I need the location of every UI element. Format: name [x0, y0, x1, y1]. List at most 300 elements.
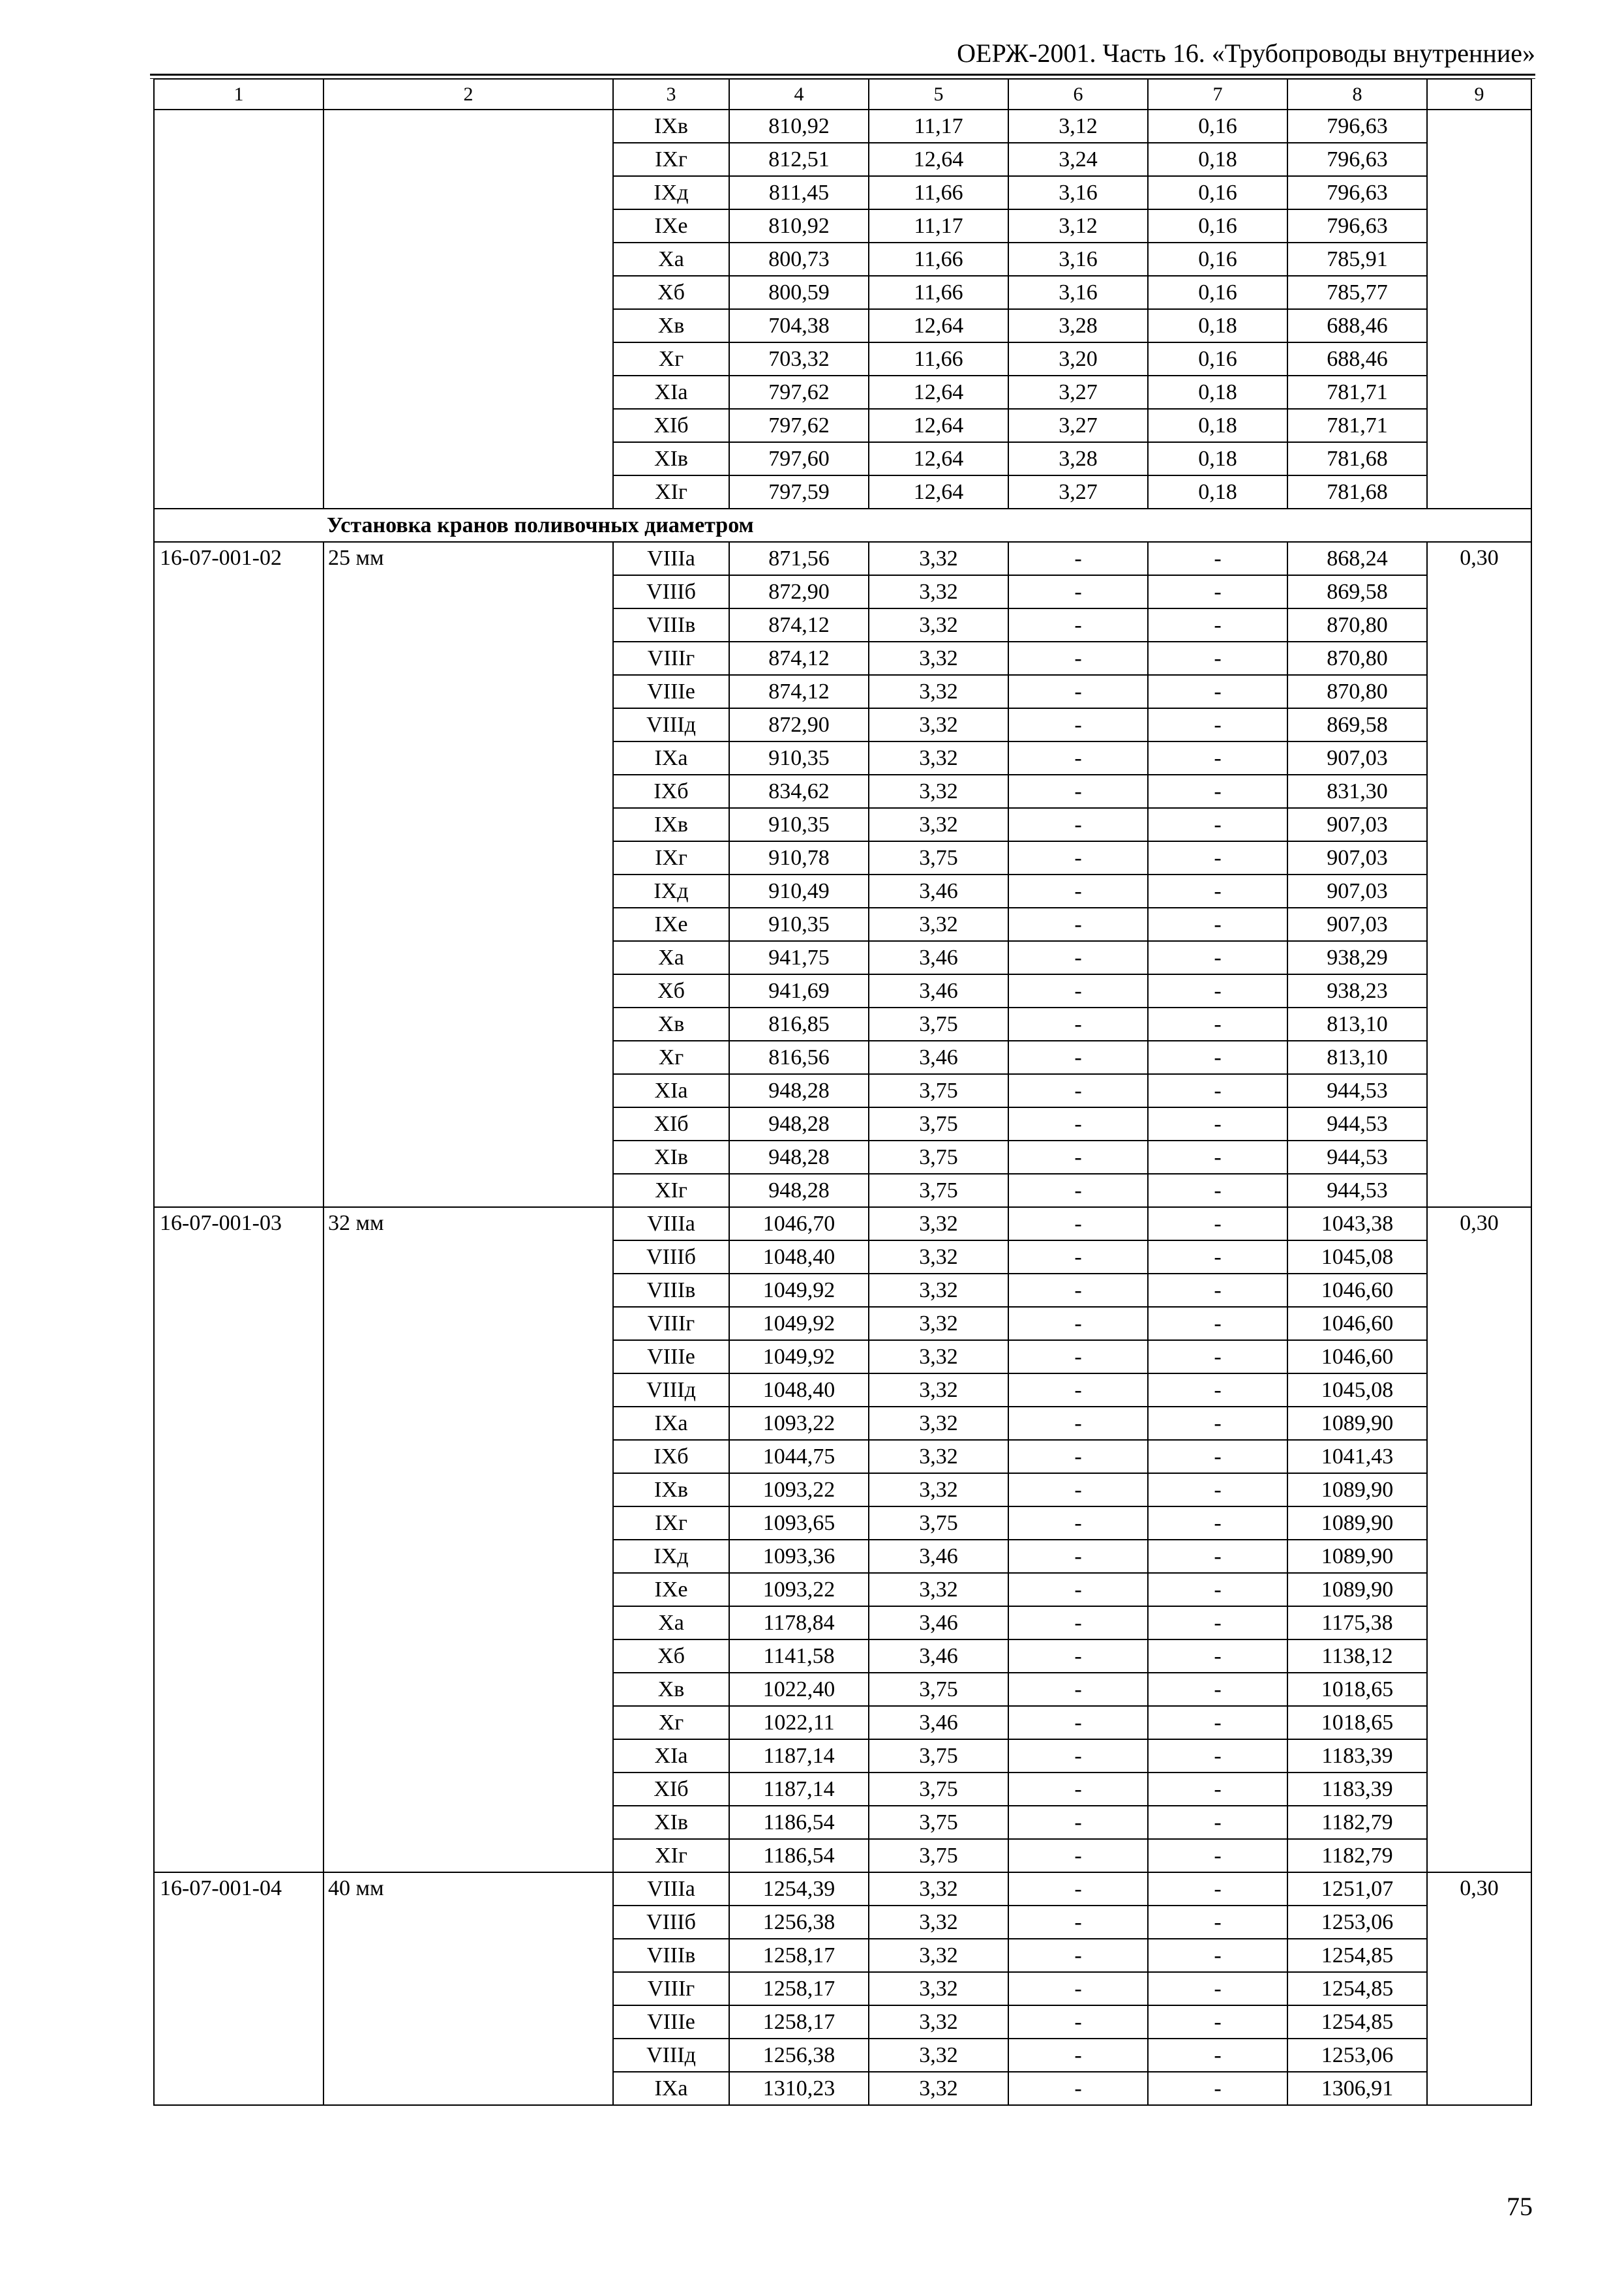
value-cell: 834,62: [729, 775, 869, 808]
value-cell: 3,46: [869, 1639, 1008, 1673]
value-cell: 1093,22: [729, 1407, 869, 1440]
zone-cell: Xг: [613, 1041, 729, 1074]
zone-cell: IXг: [613, 841, 729, 875]
value-cell: -: [1008, 1340, 1148, 1373]
table-row: [154, 1872, 1531, 1906]
value-cell: -: [1148, 1074, 1287, 1107]
value-cell: 1183,39: [1287, 1773, 1427, 1806]
value-cell: 1253,06: [1287, 1906, 1427, 1939]
column-number: 8: [1287, 79, 1427, 110]
value-cell: 1253,06: [1287, 2039, 1427, 2072]
value-cell: 1046,60: [1287, 1274, 1427, 1307]
value-cell: 3,75: [869, 1174, 1008, 1207]
value-cell: -: [1148, 741, 1287, 775]
value-cell: 0,18: [1148, 409, 1287, 442]
value-cell: 1093,36: [729, 1540, 869, 1573]
value-cell: 3,12: [1008, 209, 1148, 243]
value-cell: -: [1148, 808, 1287, 841]
value-cell: 3,75: [869, 1506, 1008, 1540]
zone-cell: VIIIб: [613, 1240, 729, 1274]
value-cell: 1018,65: [1287, 1673, 1427, 1706]
value-cell: -: [1148, 1107, 1287, 1141]
value-cell: 869,58: [1287, 708, 1427, 741]
rate-name: 32 мм: [323, 1207, 613, 1872]
value-cell: 3,32: [869, 1373, 1008, 1407]
value-cell: 3,28: [1008, 442, 1148, 475]
value-cell: 796,63: [1287, 176, 1427, 209]
value-cell: -: [1008, 908, 1148, 941]
value-cell: 3,32: [869, 2039, 1008, 2072]
zone-cell: VIIIа: [613, 542, 729, 575]
value-cell: -: [1148, 1240, 1287, 1274]
value-cell: -: [1148, 941, 1287, 974]
value-cell: 874,12: [729, 675, 869, 708]
value-cell: -: [1148, 1639, 1287, 1673]
value-cell: -: [1008, 1174, 1148, 1207]
zone-cell: XIг: [613, 1839, 729, 1872]
value-cell: 3,32: [869, 1906, 1008, 1939]
zone-cell: IXб: [613, 775, 729, 808]
value-cell: -: [1148, 575, 1287, 608]
value-cell: 0,16: [1148, 176, 1287, 209]
value-cell: -: [1148, 1606, 1287, 1639]
value-cell: 3,32: [869, 1340, 1008, 1373]
value-cell: -: [1008, 1606, 1148, 1639]
value-cell: 1178,84: [729, 1606, 869, 1639]
value-cell: 0,18: [1148, 376, 1287, 409]
zone-cell: XIб: [613, 409, 729, 442]
value-cell: 3,32: [869, 608, 1008, 642]
value-cell: -: [1008, 1440, 1148, 1473]
value-cell: 1093,65: [729, 1506, 869, 1540]
value-cell: -: [1008, 1872, 1148, 1906]
value-cell: 0,16: [1148, 276, 1287, 309]
zone-cell: VIIIа: [613, 1872, 729, 1906]
value-cell: 874,12: [729, 642, 869, 675]
value-cell: 1183,39: [1287, 1739, 1427, 1773]
value-cell: 3,32: [869, 1872, 1008, 1906]
value-cell: 3,75: [869, 1107, 1008, 1141]
value-cell: 3,16: [1008, 243, 1148, 276]
value-cell: 831,30: [1287, 775, 1427, 808]
zone-cell: XIв: [613, 1141, 729, 1174]
value-cell: -: [1008, 1141, 1148, 1174]
zone-cell: Xв: [613, 309, 729, 342]
value-cell: -: [1148, 1440, 1287, 1473]
zone-cell: IXа: [613, 741, 729, 775]
value-cell: 1089,90: [1287, 1573, 1427, 1606]
value-cell: 1043,38: [1287, 1207, 1427, 1240]
value-cell: 1186,54: [729, 1839, 869, 1872]
value-cell: 1045,08: [1287, 1373, 1427, 1407]
value-cell: -: [1148, 974, 1287, 1008]
value-cell: -: [1148, 775, 1287, 808]
value-cell: -: [1008, 1107, 1148, 1141]
zone-cell: Xа: [613, 243, 729, 276]
value-cell: 0,18: [1148, 442, 1287, 475]
zone-cell: VIIIв: [613, 1939, 729, 1972]
value-cell: 12,64: [869, 442, 1008, 475]
header-rule-thick: [150, 74, 1535, 76]
value-cell: 869,58: [1287, 575, 1427, 608]
value-cell: 910,49: [729, 875, 869, 908]
zone-cell: XIг: [613, 475, 729, 509]
value-cell: 3,32: [869, 675, 1008, 708]
zone-cell: Xг: [613, 342, 729, 376]
zone-cell: IXд: [613, 1540, 729, 1573]
zone-cell: VIIIг: [613, 1972, 729, 2005]
column-number: 2: [323, 79, 613, 110]
value-cell: 0,16: [1148, 209, 1287, 243]
value-cell: 3,32: [869, 1240, 1008, 1274]
value-cell: 907,03: [1287, 841, 1427, 875]
value-cell: 12,64: [869, 143, 1008, 176]
value-cell: 907,03: [1287, 875, 1427, 908]
value-cell: -: [1148, 1906, 1287, 1939]
value-cell: 785,91: [1287, 243, 1427, 276]
value-cell: 1046,60: [1287, 1307, 1427, 1340]
value-cell: 785,77: [1287, 276, 1427, 309]
value-cell: 1045,08: [1287, 1240, 1427, 1274]
value-cell: -: [1008, 1240, 1148, 1274]
value-cell: 811,45: [729, 176, 869, 209]
zone-cell: VIIIе: [613, 1340, 729, 1373]
value-cell: -: [1148, 1373, 1287, 1407]
value-cell: 870,80: [1287, 608, 1427, 642]
value-cell: -: [1148, 1008, 1287, 1041]
value-cell: 812,51: [729, 143, 869, 176]
zone-cell: XIб: [613, 1107, 729, 1141]
value-cell: 938,29: [1287, 941, 1427, 974]
value-cell: -: [1008, 1373, 1148, 1407]
value-cell: 11,66: [869, 276, 1008, 309]
value-cell: -: [1008, 1773, 1148, 1806]
value-cell: 0,18: [1148, 143, 1287, 176]
value-cell: 3,27: [1008, 409, 1148, 442]
value-cell: -: [1008, 741, 1148, 775]
value-cell: 704,38: [729, 309, 869, 342]
zone-cell: VIIIб: [613, 575, 729, 608]
value-cell: 3,32: [869, 708, 1008, 741]
value-cell: 3,32: [869, 808, 1008, 841]
value-cell: 1049,92: [729, 1274, 869, 1307]
coefficient-cell: 0,30: [1427, 1207, 1531, 1872]
value-cell: 0,16: [1148, 342, 1287, 376]
value-cell: 872,90: [729, 708, 869, 741]
value-cell: -: [1008, 1407, 1148, 1440]
zone-cell: VIIIа: [613, 1207, 729, 1240]
value-cell: 3,46: [869, 1606, 1008, 1639]
value-cell: -: [1148, 1473, 1287, 1506]
zone-cell: VIIIд: [613, 2039, 729, 2072]
value-cell: 688,46: [1287, 342, 1427, 376]
value-cell: 910,78: [729, 841, 869, 875]
value-cell: 1175,38: [1287, 1606, 1427, 1639]
value-cell: -: [1008, 1540, 1148, 1573]
value-cell: -: [1148, 875, 1287, 908]
rate-code: 16-07-001-02: [154, 542, 323, 1207]
zone-cell: XIг: [613, 1174, 729, 1207]
value-cell: 3,32: [869, 741, 1008, 775]
value-cell: 907,03: [1287, 908, 1427, 941]
value-cell: 816,56: [729, 1041, 869, 1074]
value-cell: 3,75: [869, 1008, 1008, 1041]
value-cell: 1046,60: [1287, 1340, 1427, 1373]
value-cell: 0,18: [1148, 475, 1287, 509]
value-cell: 3,32: [869, 2072, 1008, 2105]
value-cell: 1310,23: [729, 2072, 869, 2105]
zone-cell: IXе: [613, 1573, 729, 1606]
rate-name: 25 мм: [323, 542, 613, 1207]
value-cell: 797,59: [729, 475, 869, 509]
zone-cell: IXа: [613, 2072, 729, 2105]
value-cell: -: [1008, 642, 1148, 675]
value-cell: -: [1008, 1307, 1148, 1340]
table-row: [154, 542, 1531, 575]
value-cell: 1182,79: [1287, 1806, 1427, 1839]
rate-code: 16-07-001-03: [154, 1207, 323, 1872]
value-cell: 781,71: [1287, 376, 1427, 409]
value-cell: -: [1148, 1174, 1287, 1207]
value-cell: 3,32: [869, 642, 1008, 675]
value-cell: 948,28: [729, 1141, 869, 1174]
column-number: 9: [1427, 79, 1531, 110]
value-cell: -: [1148, 542, 1287, 575]
value-cell: -: [1148, 675, 1287, 708]
value-cell: -: [1008, 1739, 1148, 1773]
value-cell: -: [1148, 1340, 1287, 1373]
value-cell: 3,32: [869, 775, 1008, 808]
value-cell: 1048,40: [729, 1373, 869, 1407]
value-cell: 944,53: [1287, 1074, 1427, 1107]
table-row: [154, 110, 1531, 143]
value-cell: -: [1008, 1074, 1148, 1107]
value-cell: 3,75: [869, 1806, 1008, 1839]
value-cell: -: [1148, 1739, 1287, 1773]
value-cell: -: [1008, 1939, 1148, 1972]
value-cell: 810,92: [729, 209, 869, 243]
value-cell: 797,62: [729, 409, 869, 442]
zone-cell: VIIIг: [613, 1307, 729, 1340]
value-cell: 1089,90: [1287, 1506, 1427, 1540]
value-cell: 3,32: [869, 1939, 1008, 1972]
value-cell: 688,46: [1287, 309, 1427, 342]
value-cell: -: [1008, 608, 1148, 642]
rate-code: 16-07-001-04: [154, 1872, 323, 2105]
value-cell: -: [1008, 875, 1148, 908]
value-cell: 810,92: [729, 110, 869, 143]
zone-cell: XIа: [613, 1074, 729, 1107]
value-cell: 3,32: [869, 542, 1008, 575]
value-cell: -: [1148, 1207, 1287, 1240]
coefficient-cell: 0,30: [1427, 542, 1531, 1207]
running-header: ОЕРЖ-2001. Часть 16. «Трубопроводы внутренние»: [957, 38, 1535, 68]
value-cell: 12,64: [869, 409, 1008, 442]
column-number-row: [154, 79, 1531, 110]
zone-cell: VIIIб: [613, 1906, 729, 1939]
value-cell: 3,16: [1008, 176, 1148, 209]
zone-cell: Xа: [613, 941, 729, 974]
value-cell: -: [1148, 1706, 1287, 1739]
zone-cell: VIIIв: [613, 608, 729, 642]
value-cell: 941,69: [729, 974, 869, 1008]
value-cell: -: [1148, 608, 1287, 642]
value-cell: 944,53: [1287, 1107, 1427, 1141]
zone-cell: Xб: [613, 974, 729, 1008]
value-cell: 800,73: [729, 243, 869, 276]
value-cell: 1254,85: [1287, 1939, 1427, 1972]
value-cell: 3,46: [869, 1706, 1008, 1739]
value-cell: 3,32: [869, 1473, 1008, 1506]
value-cell: 1141,58: [729, 1639, 869, 1673]
value-cell: 813,10: [1287, 1041, 1427, 1074]
value-cell: 3,32: [869, 2005, 1008, 2039]
value-cell: 12,64: [869, 475, 1008, 509]
zone-cell: IXе: [613, 908, 729, 941]
value-cell: 1089,90: [1287, 1407, 1427, 1440]
value-cell: -: [1148, 1872, 1287, 1906]
value-cell: 3,32: [869, 1307, 1008, 1340]
value-cell: 910,35: [729, 908, 869, 941]
value-cell: -: [1148, 908, 1287, 941]
value-cell: 1258,17: [729, 2005, 869, 2039]
zone-cell: XIа: [613, 1739, 729, 1773]
value-cell: 1306,91: [1287, 2072, 1427, 2105]
zone-cell: VIIIе: [613, 675, 729, 708]
zone-cell: IXд: [613, 875, 729, 908]
value-cell: 3,27: [1008, 376, 1148, 409]
value-cell: 944,53: [1287, 1141, 1427, 1174]
value-cell: -: [1008, 575, 1148, 608]
value-cell: 3,32: [869, 1407, 1008, 1440]
value-cell: -: [1008, 1473, 1148, 1506]
value-cell: -: [1148, 2072, 1287, 2105]
value-cell: -: [1008, 1573, 1148, 1606]
value-cell: -: [1148, 708, 1287, 741]
value-cell: 1046,70: [729, 1207, 869, 1240]
value-cell: 1048,40: [729, 1240, 869, 1274]
value-cell: 944,53: [1287, 1174, 1427, 1207]
value-cell: -: [1008, 542, 1148, 575]
zone-cell: VIIIе: [613, 2005, 729, 2039]
value-cell: 871,56: [729, 542, 869, 575]
value-cell: 1093,22: [729, 1573, 869, 1606]
value-cell: 870,80: [1287, 675, 1427, 708]
zone-cell: VIIIг: [613, 642, 729, 675]
zone-cell: IXв: [613, 808, 729, 841]
zone-cell: IXа: [613, 1407, 729, 1440]
value-cell: 12,64: [869, 309, 1008, 342]
column-number: 6: [1008, 79, 1148, 110]
value-cell: -: [1148, 1972, 1287, 2005]
value-cell: 907,03: [1287, 741, 1427, 775]
value-cell: 3,46: [869, 875, 1008, 908]
value-cell: -: [1008, 775, 1148, 808]
value-cell: 1022,40: [729, 1673, 869, 1706]
value-cell: 874,12: [729, 608, 869, 642]
value-cell: 816,85: [729, 1008, 869, 1041]
value-cell: -: [1148, 1806, 1287, 1839]
value-cell: -: [1148, 1773, 1287, 1806]
value-cell: 796,63: [1287, 143, 1427, 176]
value-cell: 797,60: [729, 442, 869, 475]
value-cell: -: [1148, 841, 1287, 875]
value-cell: 948,28: [729, 1074, 869, 1107]
value-cell: 1258,17: [729, 1972, 869, 2005]
value-cell: 11,66: [869, 342, 1008, 376]
value-cell: 1044,75: [729, 1440, 869, 1473]
value-cell: 703,32: [729, 342, 869, 376]
value-cell: -: [1008, 941, 1148, 974]
zone-cell: IXб: [613, 1440, 729, 1473]
value-cell: 11,17: [869, 110, 1008, 143]
value-cell: 948,28: [729, 1107, 869, 1141]
value-cell: 3,32: [869, 1274, 1008, 1307]
value-cell: -: [1008, 675, 1148, 708]
value-cell: 11,66: [869, 243, 1008, 276]
value-cell: -: [1148, 1839, 1287, 1872]
value-cell: 1089,90: [1287, 1473, 1427, 1506]
value-cell: 0,16: [1148, 243, 1287, 276]
value-cell: -: [1008, 841, 1148, 875]
value-cell: 813,10: [1287, 1008, 1427, 1041]
zone-cell: Xб: [613, 276, 729, 309]
column-number: 3: [613, 79, 729, 110]
value-cell: 797,62: [729, 376, 869, 409]
value-cell: 868,24: [1287, 542, 1427, 575]
value-cell: 1041,43: [1287, 1440, 1427, 1473]
value-cell: 3,46: [869, 1041, 1008, 1074]
value-cell: -: [1148, 1573, 1287, 1606]
value-cell: -: [1008, 1972, 1148, 2005]
zone-cell: XIв: [613, 442, 729, 475]
coefficient-cell: 0,30: [1427, 1872, 1531, 2105]
rates-table: [153, 78, 1532, 2106]
value-cell: -: [1008, 1041, 1148, 1074]
zone-cell: IXе: [613, 209, 729, 243]
value-cell: -: [1148, 1141, 1287, 1174]
zone-cell: IXг: [613, 143, 729, 176]
value-cell: -: [1008, 1274, 1148, 1307]
value-cell: 1138,12: [1287, 1639, 1427, 1673]
value-cell: 0,16: [1148, 110, 1287, 143]
value-cell: 3,75: [869, 1773, 1008, 1806]
value-cell: 781,68: [1287, 475, 1427, 509]
value-cell: 3,75: [869, 1673, 1008, 1706]
value-cell: 870,80: [1287, 642, 1427, 675]
value-cell: 0,18: [1148, 309, 1287, 342]
value-cell: 3,46: [869, 941, 1008, 974]
value-cell: 3,75: [869, 841, 1008, 875]
value-cell: -: [1148, 1506, 1287, 1540]
table-row: [154, 1207, 1531, 1240]
value-cell: 796,63: [1287, 209, 1427, 243]
value-cell: 3,32: [869, 908, 1008, 941]
value-cell: 3,75: [869, 1074, 1008, 1107]
value-cell: -: [1148, 1041, 1287, 1074]
value-cell: -: [1008, 1906, 1148, 1939]
value-cell: 910,35: [729, 741, 869, 775]
value-cell: -: [1008, 2039, 1148, 2072]
value-cell: -: [1008, 2072, 1148, 2105]
value-cell: -: [1148, 1540, 1287, 1573]
value-cell: 941,75: [729, 941, 869, 974]
rate-code: [154, 110, 323, 509]
value-cell: 3,32: [869, 1972, 1008, 2005]
value-cell: 948,28: [729, 1174, 869, 1207]
value-cell: 1186,54: [729, 1806, 869, 1839]
value-cell: -: [1008, 2005, 1148, 2039]
